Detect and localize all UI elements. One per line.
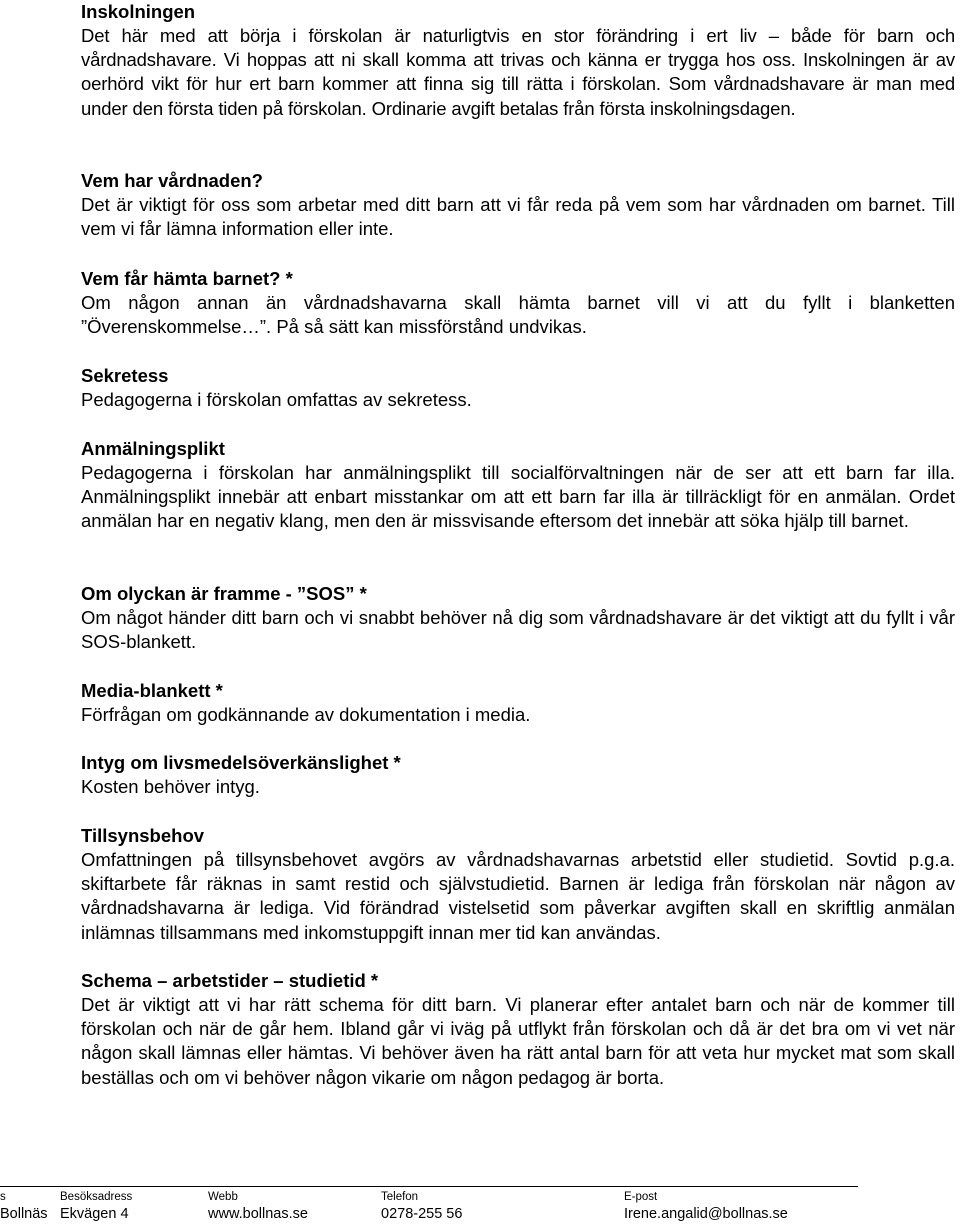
section-heading: Anmälningsplikt [81,438,225,459]
section-tillsynsbehov [81,824,955,945]
footer-divider [0,1186,858,1187]
section-body: Det är viktigt för oss som arbetar med ditt barn att vi får reda på vem som har vårdnaden om barnet. Till vem vi får lämna information eller inte. [81,194,955,240]
section-schema [81,969,955,1090]
footer-value[interactable]: Irene.angalid@bollnas.se [624,1206,788,1222]
footer-label: Besöksadress [60,1191,133,1203]
section-body: Det är viktigt att vi har rätt schema för ditt barn. Vi planerar efter antalet barn och när de kommer till förskolan och när de går hem. Ibland går vi iväg på utflykt från förskolan och då är det bra om vi vet när någon skall lämnas eller hämtas. Vi behöver även ha rätt antal barn för att veta hur mycket mat som skall beställas och om vi behöver någon vikarie om någon pedagog är borta. [81,994,955,1088]
section-livsmedel [81,751,955,799]
section-heading: Schema – arbetstider – studietid * [81,970,379,991]
section-body: Omfattningen på tillsynsbehovet avgörs av vårdnadshavarnas arbetstid eller studietid. Sovtid p.g.a. skiftarbete får räknas in samt restid och självstudietid. Barnen är lediga från förskolan när någon av vårdnadshavarna är lediga. Vid förändrad vistelsetid som påverkar avgiften skall en skriftlig anmälan inlämnas tillsammans med inkomstuppgift innan mer tid kan användas. [81,849,955,943]
section-vem-far-hamta [81,267,955,339]
section-vem-har-vardnaden [81,169,955,241]
footer-column [208,1190,308,1224]
section-sekretess [81,364,955,412]
section-heading: Sekretess [81,365,169,386]
section-body: Om någon annan än vårdnadshavarna skall hämta barnet vill vi att du fyllt i blanketten ”Överenskommelse…”. På så sätt kan missförstånd undvikas. [81,292,955,338]
section-body: Förfrågan om godkännande av dokumentation i media. [81,704,531,725]
section-body: Kosten behöver intyg. [81,776,260,797]
section-sos [81,582,955,654]
footer-label: Telefon [381,1191,419,1203]
footer-value[interactable]: www.bollnas.se [208,1206,308,1222]
section-heading: Tillsynsbehov [81,825,205,846]
section-body: Pedagogerna i förskolan omfattas av sekretess. [81,389,472,410]
footer-label: Webb [208,1191,238,1203]
section-inskolningen [81,0,955,121]
footer-column [381,1190,462,1224]
section-heading: Media-blankett * [81,680,223,701]
footer-value: Bollnäs [0,1206,48,1222]
section-heading: Vem får hämta barnet? * [81,268,293,289]
section-anmalningsplikt [81,437,955,534]
section-media-blankett [81,679,955,727]
footer-column [624,1190,788,1224]
section-heading: Inskolningen [81,1,196,22]
footer-value: Ekvägen 4 [60,1206,129,1222]
footer-value: 0278-255 56 [381,1206,463,1222]
section-body: Pedagogerna i förskolan har anmälningsplikt till socialförvaltningen när de ser att ett barn far illa. Anmälningsplikt innebär att enbart misstankar om att ett barn far illa är tillräckligt för en anmälan. Ordet anmälan har en negativ klang, men den är missvisande eftersom det innebär att söka hjälp till barnet. [81,462,955,532]
footer-label: E-post [624,1191,658,1203]
section-heading: Om olyckan är framme - ”SOS” * [81,583,367,604]
section-heading: Intyg om livsmedelsöverkänslighet * [81,752,401,773]
footer-label: s [0,1191,6,1203]
footer-column [0,1190,48,1224]
section-heading: Vem har vårdnaden? [81,170,263,191]
footer-column [60,1190,132,1224]
section-body: Om något händer ditt barn och vi snabbt behöver nå dig som vårdnadshavare är det viktigt att du fyllt i vår SOS-blankett. [81,607,955,653]
section-body: Det här med att börja i förskolan är naturligtvis en stor förändring i ert liv – både för barn och vårdnadshavare. Vi hoppas att ni skall komma att trivas och känna er trygga hos oss. Inskolningen är av oerhörd vikt för hur ert barn kommer att finna sig till rätta i förskolan. Som vårdnadshavare är man med under den första tiden på förskolan. Ordinarie avgift betalas från första inskolningsdagen. [81,25,955,119]
